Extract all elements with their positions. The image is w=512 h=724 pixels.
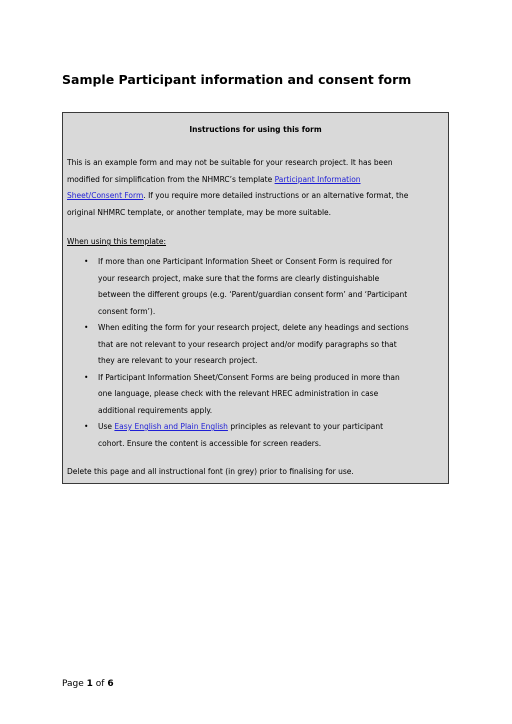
list-item-line: your research project, make sure that the forms are clearly distinguishable <box>98 273 380 283</box>
page-current: 1 <box>86 679 93 689</box>
list-item-line: If Participant Information Sheet/Consent Forms are being produced in more than <box>98 372 400 382</box>
intro-paragraph <box>67 155 447 221</box>
list-item-line: cohort. Ensure the content is accessible for screen readers. <box>98 438 322 448</box>
list-item-line: consent form’). <box>98 306 156 316</box>
list-item <box>63 320 448 370</box>
bullet-icon: • <box>84 372 89 382</box>
intro-line: original NHMRC template, or another template, may be more suitable. <box>67 207 332 217</box>
list-item-line: When editing the form for your research project, delete any headings and sections <box>98 323 409 332</box>
bullet-icon: • <box>84 422 89 431</box>
list-item-line <box>63 419 448 436</box>
list-item <box>63 419 448 452</box>
list-item-text: principles as relevant to your participant <box>227 422 384 431</box>
nhmrc-template-link[interactable]: Participant Information <box>274 174 361 184</box>
list-item-text: Use <box>98 422 115 431</box>
intro-line <box>67 172 447 189</box>
when-using-heading: When using this template: <box>67 237 167 246</box>
instructions-box <box>62 112 449 484</box>
list-item <box>63 370 448 420</box>
intro-text: . If you require more detailed instructions or an alternative format, the <box>143 191 409 200</box>
bullet-icon: • <box>84 257 89 266</box>
page-of-label: of <box>92 679 108 689</box>
page-number <box>62 679 114 689</box>
list-item <box>63 254 448 320</box>
list-item-line: one language, please check with the relevant HREC administration in case <box>98 389 379 398</box>
bullet-icon: • <box>84 323 89 332</box>
page-label: Page <box>62 679 87 689</box>
list-item-line: they are relevant to your research project. <box>98 356 258 365</box>
intro-line <box>67 188 447 205</box>
easy-english-link[interactable]: Easy English and Plain English <box>114 422 228 431</box>
nhmrc-template-link-cont[interactable]: Sheet/Consent Form <box>67 191 144 200</box>
instructions-heading: Instructions for using this form <box>189 125 322 134</box>
bullet-list <box>63 254 448 452</box>
list-item-line: that are not relevant to your research project and/or modify paragraphs so that <box>98 339 397 349</box>
page-total: 6 <box>107 679 114 689</box>
intro-text: modified for simplification from the NHMRC’s template <box>67 174 275 184</box>
delete-page-note: Delete this page and all instructional font (in grey) prior to finalising for use. <box>67 467 354 476</box>
document-title: Sample Participant information and consent form <box>62 72 412 87</box>
intro-line: This is an example form and may not be suitable for your research project. It has been <box>67 158 393 167</box>
list-item-line: additional requirements apply. <box>98 405 213 415</box>
list-item-line: between the different groups (e.g. ‘Parent/guardian consent form’ and ‘Participant <box>98 290 408 299</box>
list-item-line: If more than one Participant Information Sheet or Consent Form is required for <box>98 257 393 266</box>
